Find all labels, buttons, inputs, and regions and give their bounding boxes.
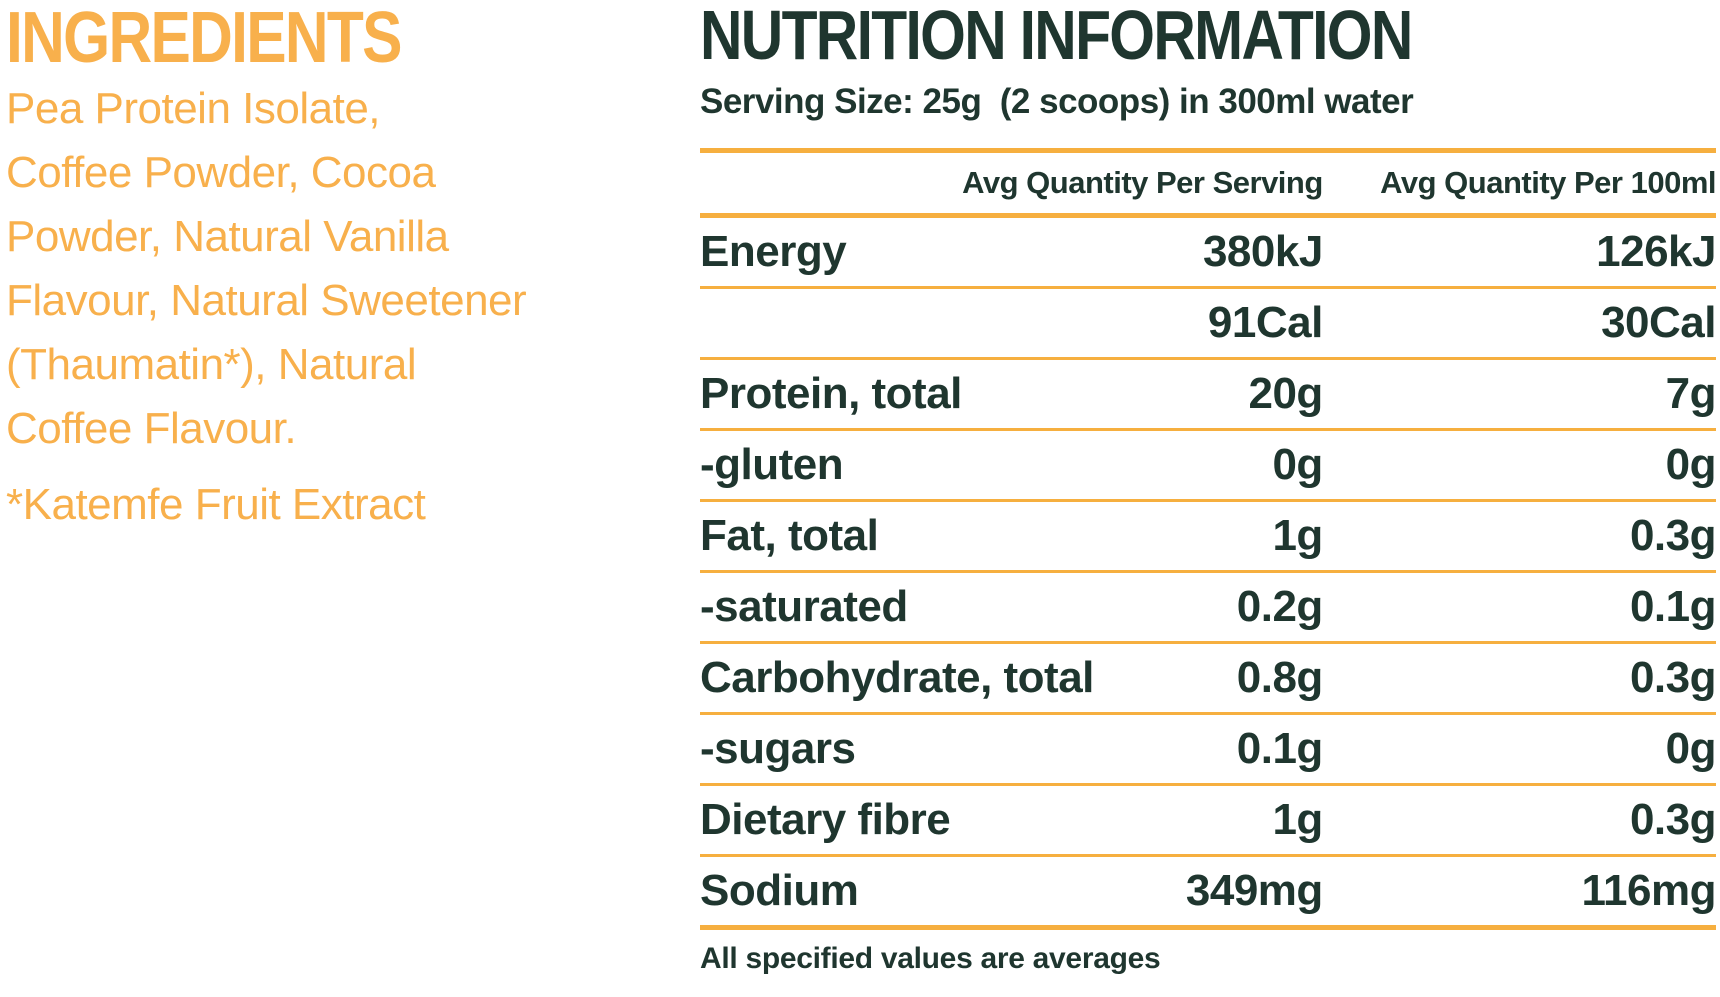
table-row-gluten [700, 430, 1716, 501]
column-header-per-100ml: Avg Quantity Per 100ml [1380, 165, 1716, 200]
table-row-energy [700, 216, 1716, 288]
nutrition-table [700, 148, 1716, 930]
per-100ml-value: 126kJ [1596, 227, 1716, 276]
table-row-fibre [700, 785, 1716, 856]
per-100ml-value: 0.3g [1629, 795, 1716, 844]
per-serving-value: 91Cal [1207, 298, 1323, 347]
per-serving-value: 349mg [1185, 866, 1323, 915]
per-serving-value: 0g [1272, 440, 1323, 489]
per-100ml-value: 0.3g [1629, 511, 1716, 560]
nutrient-label: Protein, total [700, 369, 962, 418]
per-serving-value: 0.8g [1236, 653, 1323, 702]
per-serving-value: 0.2g [1236, 582, 1323, 631]
ingredient-line: (Thaumatin*), Natural [6, 340, 417, 389]
per-100ml-value: 116mg [1581, 866, 1716, 915]
per-100ml-value: 0g [1665, 440, 1716, 489]
table-row-carbohydrate [700, 643, 1716, 714]
per-serving-value: 1g [1272, 795, 1323, 844]
serving-size: Serving Size: 25g (2 scoops) in 300ml water [700, 82, 1414, 121]
nutrient-label: -sugars [700, 724, 856, 773]
nutrient-label: Dietary fibre [700, 795, 951, 844]
per-serving-value: 20g [1248, 369, 1323, 418]
ingredients-title: INGREDIENTS [6, 0, 401, 78]
nutrient-label: -gluten [700, 440, 844, 489]
column-header-blank [700, 151, 924, 216]
table-row-sugars [700, 714, 1716, 785]
ingredient-line: Pea Protein Isolate, [6, 84, 381, 133]
table-row-protein [700, 359, 1716, 430]
nutrition-section [700, 0, 1716, 978]
ingredient-line: Coffee Flavour. [6, 404, 297, 453]
table-row-saturated [700, 572, 1716, 643]
per-100ml-value: 0g [1665, 724, 1716, 773]
per-serving-value: 1g [1272, 511, 1323, 560]
per-100ml-value: 0.3g [1629, 653, 1716, 702]
per-100ml-value: 7g [1665, 369, 1716, 418]
nutrient-label: Carbohydrate, total [700, 653, 1094, 702]
nutrient-label: -saturated [700, 582, 908, 631]
ingredients-section [6, 2, 651, 537]
per-serving-value: 0.1g [1236, 724, 1323, 773]
table-header-row [700, 151, 1716, 216]
ingredients-footnote: *Katemfe Fruit Extract [6, 480, 426, 529]
nutrient-label [700, 288, 924, 359]
table-footnote: All specified values are averages [700, 942, 1161, 975]
nutrient-label: Sodium [700, 866, 859, 915]
table-row-fat [700, 501, 1716, 572]
nutrient-label: Fat, total [700, 511, 879, 560]
per-serving-value: 380kJ [1202, 227, 1323, 276]
nutrient-label: Energy [700, 227, 847, 276]
ingredient-line: Coffee Powder, Cocoa [6, 148, 436, 197]
ingredients-text [6, 77, 651, 461]
ingredient-line: Powder, Natural Vanilla [6, 212, 449, 261]
table-row-sodium [700, 856, 1716, 928]
column-header-per-serving: Avg Quantity Per Serving [962, 165, 1323, 200]
table-row-energy-cal [700, 288, 1716, 359]
nutrition-title: NUTRITION INFORMATION [700, 0, 1412, 74]
per-100ml-value: 0.1g [1629, 582, 1716, 631]
per-100ml-value: 30Cal [1601, 298, 1716, 347]
ingredient-line: Flavour, Natural Sweetener [6, 276, 527, 325]
